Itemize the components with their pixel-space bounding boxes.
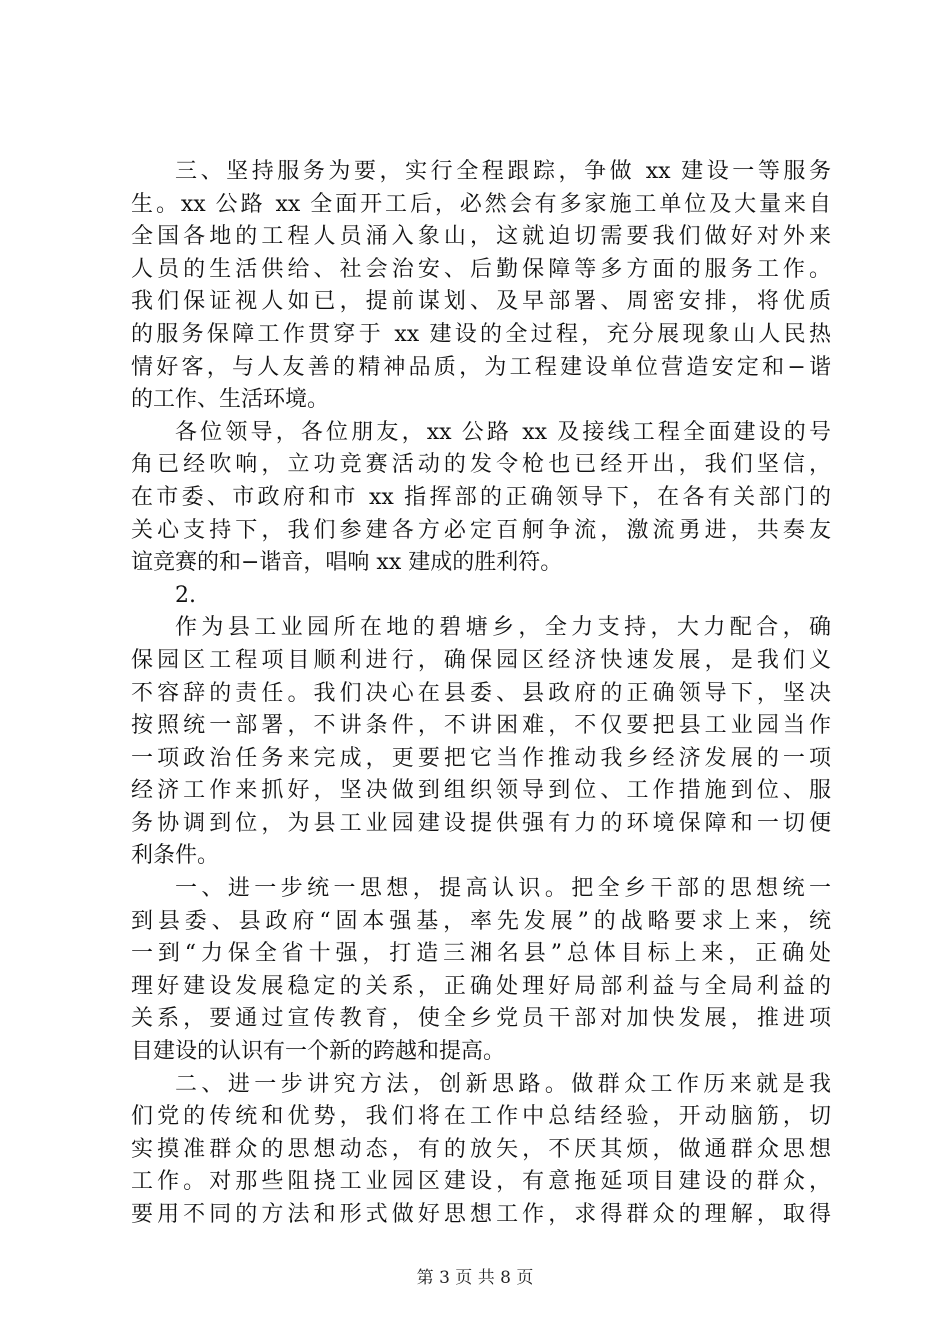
document-line: 角已经吹响，立功竞赛活动的发令枪也已经开出，我们坚信， <box>131 452 831 478</box>
document-line: 作为县工业园所在地的碧塘乡，全力支持，大力配合，确 <box>175 615 831 641</box>
document-line: 工作。对那些阻挠工业园区建设，有意拖延项目建设的群众， <box>131 1169 831 1195</box>
document-line: 们党的传统和优势，我们将在工作中总结经验，开动脑筋，切 <box>131 1104 831 1130</box>
document-line: 我们保证视人如已，提前谋划、及早部署、周密安排，将优质 <box>131 289 831 315</box>
document-line: 人员的生活供给、社会治安、后勤保障等多方面的服务工作。 <box>131 256 831 282</box>
document-line: 理好建设发展稳定的关系，正确处理好局部利益与全局利益的 <box>131 973 831 999</box>
document-line: 在市委、市政府和市 xx 指挥部的正确领导下，在各有关部门的 <box>131 484 831 510</box>
document-line: 到县委、县政府“固本强基，率先发展”的战略要求上来，统 <box>131 908 831 934</box>
document-body <box>131 156 831 1232</box>
document-line: 二、进一步讲究方法，创新思路。做群众工作历来就是我 <box>175 1071 831 1097</box>
document-line: 一项政治任务来完成，更要把它当作推动我乡经济发展的一项 <box>131 745 831 771</box>
document-line: 关心支持下，我们参建各方必定百舸争流，激流勇进，共奏友 <box>131 517 831 543</box>
document-line: 生。xx 公路 xx 全面开工后，必然会有多家施工单位及大量来自 <box>131 191 831 217</box>
document-line: 各位领导，各位朋友，xx 公路 xx 及接线工程全面建设的号 <box>175 419 831 445</box>
document-line: 情好客，与人友善的精神品质，为工程建设单位营造安定和−谐 <box>131 354 831 380</box>
document-line: 要用不同的方法和形式做好思想工作，求得群众的理解，取得 <box>131 1202 831 1227</box>
document-line: 经济工作来抓好，坚决做到组织领导到位、工作措施到位、服 <box>131 778 831 804</box>
document-line: 务协调到位，为县工业园建设提供强有力的环境保障和一切便 <box>131 810 831 836</box>
document-line: 一、进一步统一思想，提高认识。把全乡干部的思想统一 <box>175 876 831 902</box>
document-line: 目建设的认识有一个新的跨越和提高。 <box>131 1039 506 1065</box>
document-line: 保园区工程项目顺利进行，确保园区经济快速发展，是我们义 <box>131 647 831 673</box>
document-line: 一到“力保全省十强，打造三湘名县”总体目标上来，正确处 <box>131 941 831 967</box>
page-footer: 第 3 页 共 8 页 <box>416 1268 534 1288</box>
document-line: 按照统一部署，不讲条件，不讲困难，不仅要把县工业园当作 <box>131 713 831 739</box>
document-line: 谊竞赛的和−谐音，唱响 xx 建成的胜利符。 <box>131 550 563 576</box>
document-line: 关系，要通过宣传教育，使全乡党员干部对加快发展，推进项 <box>131 1006 831 1032</box>
document-line: 2. <box>175 582 196 608</box>
document-line: 不容辞的责任。我们决心在县委、县政府的正确领导下，坚决 <box>131 680 831 706</box>
document-line: 全国各地的工程人员涌入象山，这就迫切需要我们做好对外来 <box>131 224 831 250</box>
document-line: 的服务保障工作贯穿于 xx 建设的全过程，充分展现象山人民热 <box>131 321 831 347</box>
document-line: 三、坚持服务为要，实行全程跟踪，争做 xx 建设一等服务 <box>175 159 831 184</box>
document-line: 利条件。 <box>131 843 220 869</box>
document-line: 的工作、生活环境。 <box>131 387 330 413</box>
document-line: 实摸准群众的思想动态，有的放矢，不厌其烦，做通群众思想 <box>131 1136 831 1162</box>
